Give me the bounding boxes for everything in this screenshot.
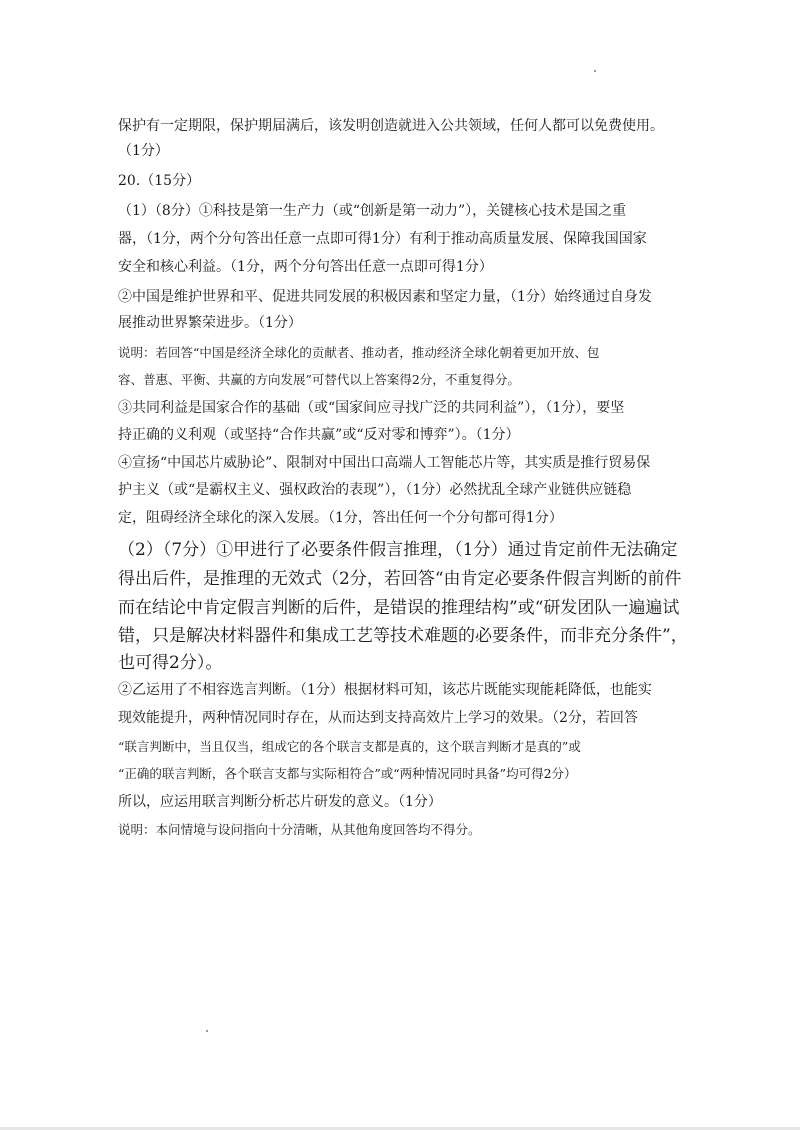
note-line: 说明：本问情境与设问指向十分清晰，从其他角度回答均不得分。: [118, 822, 481, 837]
text-line: ②乙运用了不相容选言判断。（1分）根据材料可知，该芯片既能实现能耗降低，也能实: [118, 682, 652, 698]
scan-speck: [206, 1030, 208, 1032]
text-line: 现效能提升，两种情况同时存在，从而达到支持高效片上学习的效果。（2分，若回答: [118, 710, 638, 726]
text-line: 保护有一定期限，保护期届满后，该发明创造就进入公共领域，任何人都可以免费使用。: [118, 118, 664, 134]
text-line: ④宣扬“中国芯片威胁论”、限制对中国出口高端人工智能芯片等，其实质是推行贸易保: [118, 455, 651, 471]
question-heading: 20.（15分）: [118, 173, 201, 189]
text-line: 展推动世界繁荣进步。（1分）: [118, 315, 302, 331]
text-line: “正确的联言判断，各个联言支都与实际相符合”或“两种情况同时具备”均可得2分）: [118, 766, 577, 781]
text-line: （1）（8分）①科技是第一生产力（或“创新是第一动力”），关键核心技术是国之重: [118, 203, 627, 219]
text-line: 得出后件，是推理的无效式（2分，若回答“由肯定必要条件假言判断的前件: [118, 569, 682, 589]
text-line: 错，只是解决材料器件和集成工艺等技术难题的必要条件，而非充分条件”，: [118, 626, 688, 646]
scan-speck: [594, 70, 596, 72]
text-line: ③共同利益是国家合作的基础（或“国家间应寻找广泛的共同利益”），（1分），要坚: [118, 400, 625, 416]
text-line: 安全和核心利益。（1分，两个分句答出任意一点即可得1分）: [118, 259, 493, 275]
text-line: 也可得2分）。: [118, 653, 223, 673]
note-line: 容、普惠、平衡、共赢的方向发展”可替代以上答案得2分，不重复得分。: [118, 372, 520, 387]
text-line: “联言判断中，当且仅当，组成它的各个联言支都是真的，这个联言判断才是真的”或: [118, 739, 581, 754]
text-line: 所以，应运用联言判断分析芯片研发的意义。（1分）: [118, 794, 442, 810]
text-line: 持正确的义利观（或坚持“合作共赢”或“反对零和博弈”）。（1分）: [118, 427, 520, 443]
note-line: 说明：若回答“中国是经济全球化的贡献者、推动者，推动经济全球化朝着更加开放、包: [118, 345, 600, 360]
text-line: （2）（7分）①甲进行了必要条件假言推理，（1分）通过肯定前件无法确定: [118, 540, 678, 560]
text-line: 定，阻碍经济全球化的深入发展。（1分，答出任何一个分句都可得1分）: [118, 510, 563, 526]
text-line: 器，（1分，两个分句答出任意一点即可得1分）有利于推动高质量发展、保障我国国家: [118, 231, 647, 247]
text-line: ②中国是维护世界和平、促进共同发展的积极因素和坚定力量，（1分）始终通过自身发: [118, 289, 652, 305]
text-line: 而在结论中肯定假言判断的后件，是错误的推理结构”或“研发团队一遍遍试: [118, 598, 680, 618]
text-line: 护主义（或“是霸权主义、强权政治的表现”），（1分）必然扰乱全球产业链供应链稳: [118, 482, 632, 498]
text-line: （1分）: [118, 143, 169, 159]
